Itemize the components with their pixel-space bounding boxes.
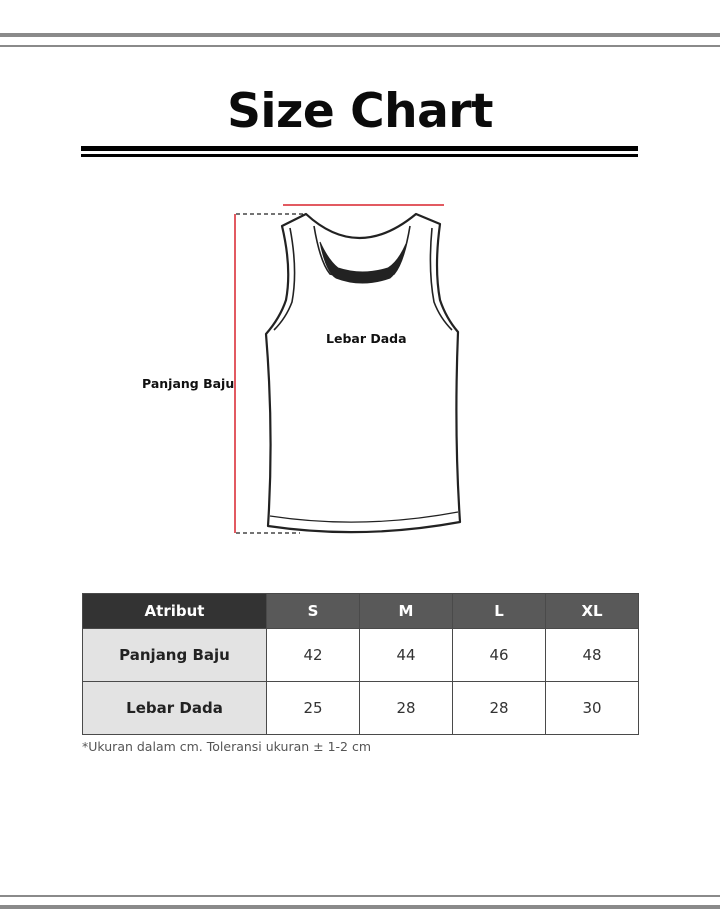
bottom-border-line [0,905,720,909]
header-size-s: S [267,594,360,629]
table-row [83,629,639,682]
row-label: Panjang Baju [83,629,267,682]
chest-label: Lebar Dada [326,331,407,346]
table-cell: 28 [360,682,453,735]
table-cell: 48 [546,629,639,682]
table-cell: 44 [360,629,453,682]
length-label: Panjang Baju [142,376,235,391]
table-cell: 30 [546,682,639,735]
size-table [82,593,639,735]
row-label: Lebar Dada [83,682,267,735]
table-cell: 28 [453,682,546,735]
header-size-l: L [453,594,546,629]
table-row [83,682,639,735]
header-size-xl: XL [546,594,639,629]
table-cell: 46 [453,629,546,682]
bottom-border-line-thin [0,895,720,897]
size-note: *Ukuran dalam cm. Toleransi ukuran ± 1-2 cm [82,739,372,754]
table-header-row [83,594,639,629]
header-attribute: Atribut [83,594,267,629]
table-cell: 25 [267,682,360,735]
page-title: Size Chart [227,84,493,139]
header-size-m: M [360,594,453,629]
table-cell: 42 [267,629,360,682]
